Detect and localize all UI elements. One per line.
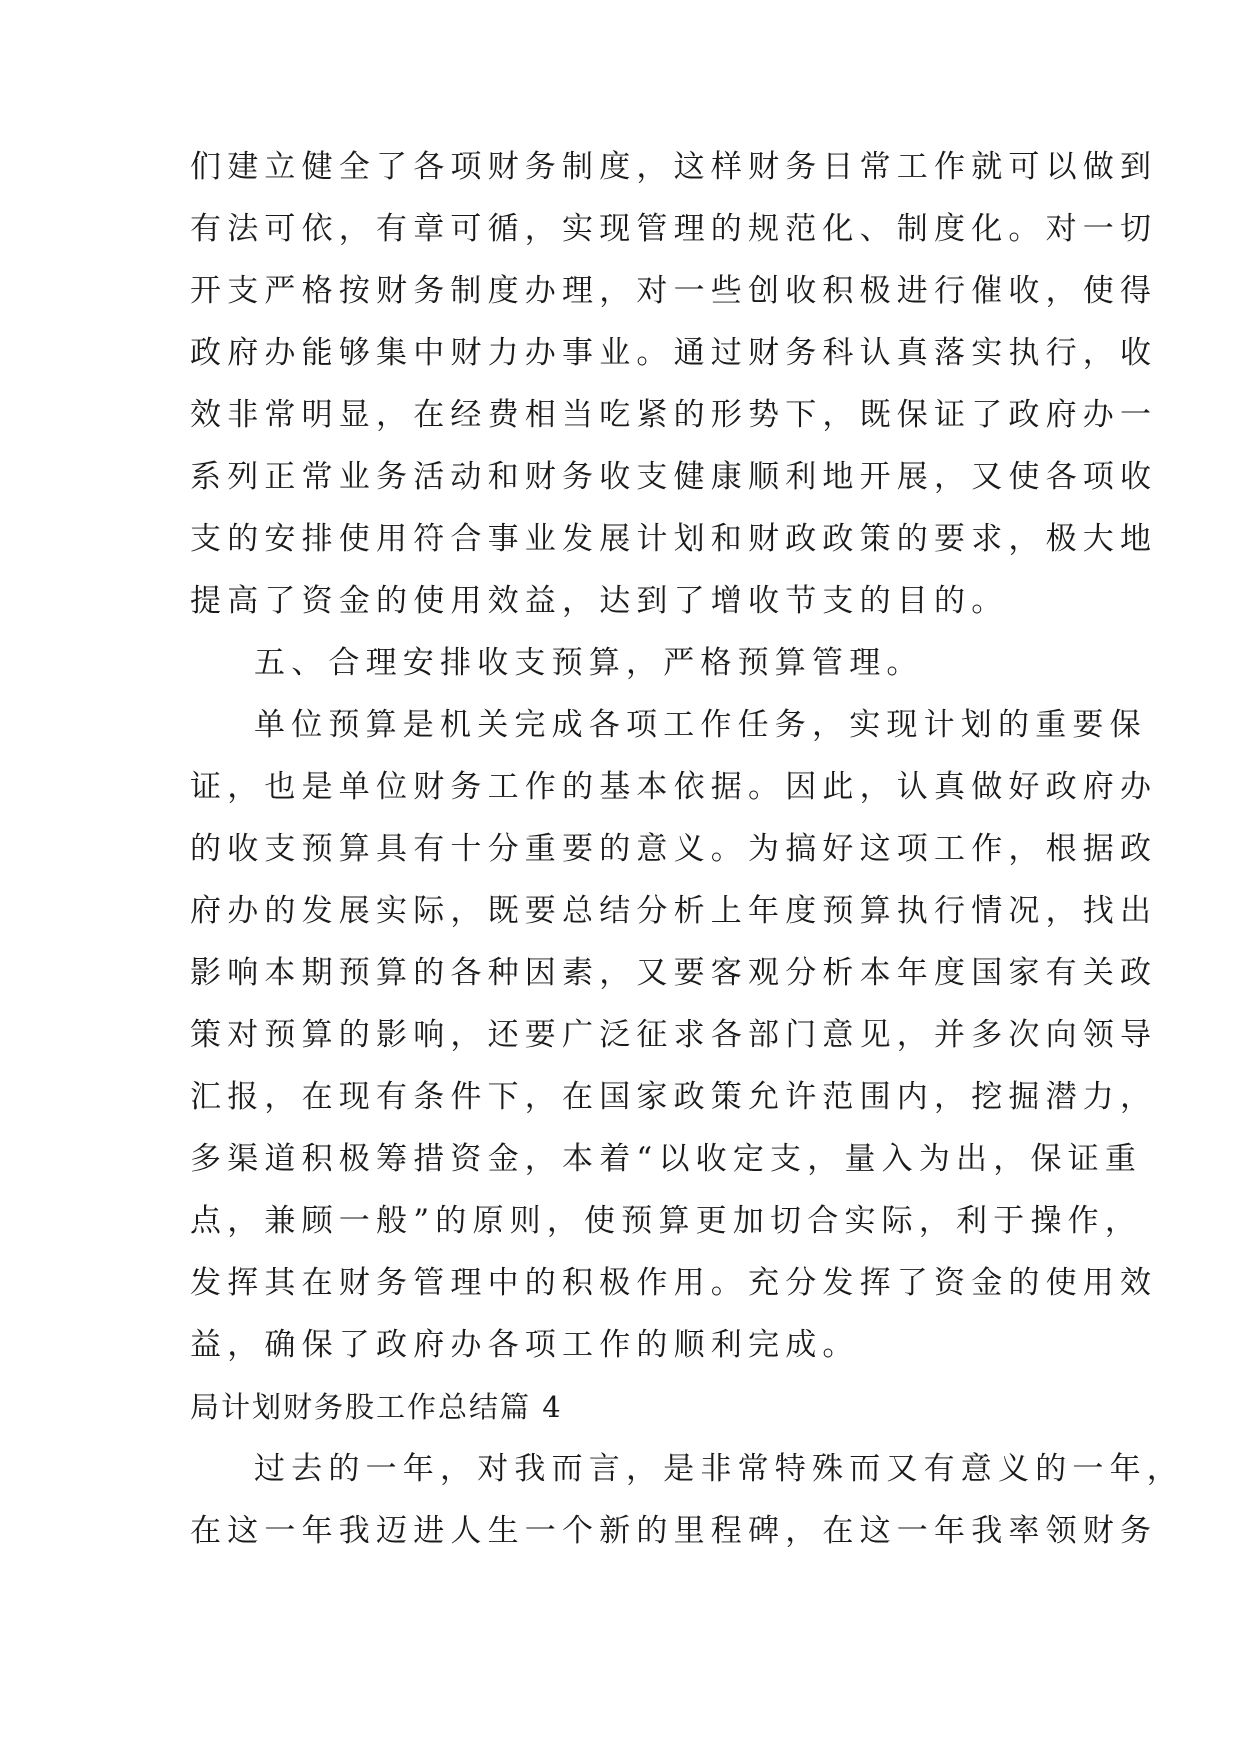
text-line: 单位预算是机关完成各项工作任务，实现计划的重要保: [254, 707, 1147, 743]
text-line: 效非常明显，在经费相当吃紧的形势下，既保证了政府办一: [190, 397, 1158, 433]
text-line: 影响本期预算的各种因素，又要客观分析本年度国家有关政: [190, 955, 1158, 991]
text-line: 提高了资金的使用效益，达到了增收节支的目的。: [190, 583, 1009, 619]
section-heading-five: 五、合理安排收支预算，严格预算管理。: [254, 645, 924, 681]
text-line: 支的安排使用符合事业发展计划和财政政策的要求，极大地: [190, 521, 1158, 557]
body-text-block-1: [190, 136, 1158, 694]
text-line: 有法可依，有章可循，实现管理的规范化、制度化。对一切: [190, 211, 1158, 247]
text-line: 点，兼顾一般”的原则，使预算更加切合实际，利于操作，: [190, 1203, 1143, 1239]
body-text-block-3: [190, 1438, 1184, 1562]
text-line: 益，确保了政府办各项工作的顺利完成。: [190, 1327, 860, 1363]
article-title-block: [190, 1376, 1050, 1438]
article-title: 局计划财务股工作总结篇 4: [190, 1390, 563, 1424]
text-line: 证，也是单位财务工作的基本依据。因此，认真做好政府办: [190, 769, 1158, 805]
text-line: 府办的发展实际，既要总结分析上年度预算执行情况，找出: [190, 893, 1158, 929]
text-line: 多渠道积极筹措资金，本着“以收定支，量入为出，保证重: [190, 1141, 1143, 1177]
text-line: 们建立健全了各项财务制度，这样财务日常工作就可以做到: [190, 149, 1158, 185]
text-line: 政府办能够集中财力办事业。通过财务科认真落实执行，收: [190, 335, 1158, 371]
body-text-block-2: [190, 694, 1158, 1376]
text-line: 系列正常业务活动和财务收支健康顺利地开展，又使各项收: [190, 459, 1158, 495]
text-line: 发挥其在财务管理中的积极作用。充分发挥了资金的使用效: [190, 1265, 1158, 1301]
text-line: 在这一年我迈进人生一个新的里程碑，在这一年我率领财务: [190, 1513, 1158, 1549]
text-line: 开支严格按财务制度办理，对一些创收积极进行催收，使得: [190, 273, 1158, 309]
text-line: 汇报，在现有条件下，在国家政策允许范围内，挖掘潜力，: [190, 1079, 1158, 1115]
text-line: 过去的一年，对我而言，是非常特殊而又有意义的一年，: [254, 1451, 1184, 1487]
text-line: 的收支预算具有十分重要的意义。为搞好这项工作，根据政: [190, 831, 1158, 867]
text-line: 策对预算的影响，还要广泛征求各部门意见，并多次向领导: [190, 1017, 1158, 1053]
